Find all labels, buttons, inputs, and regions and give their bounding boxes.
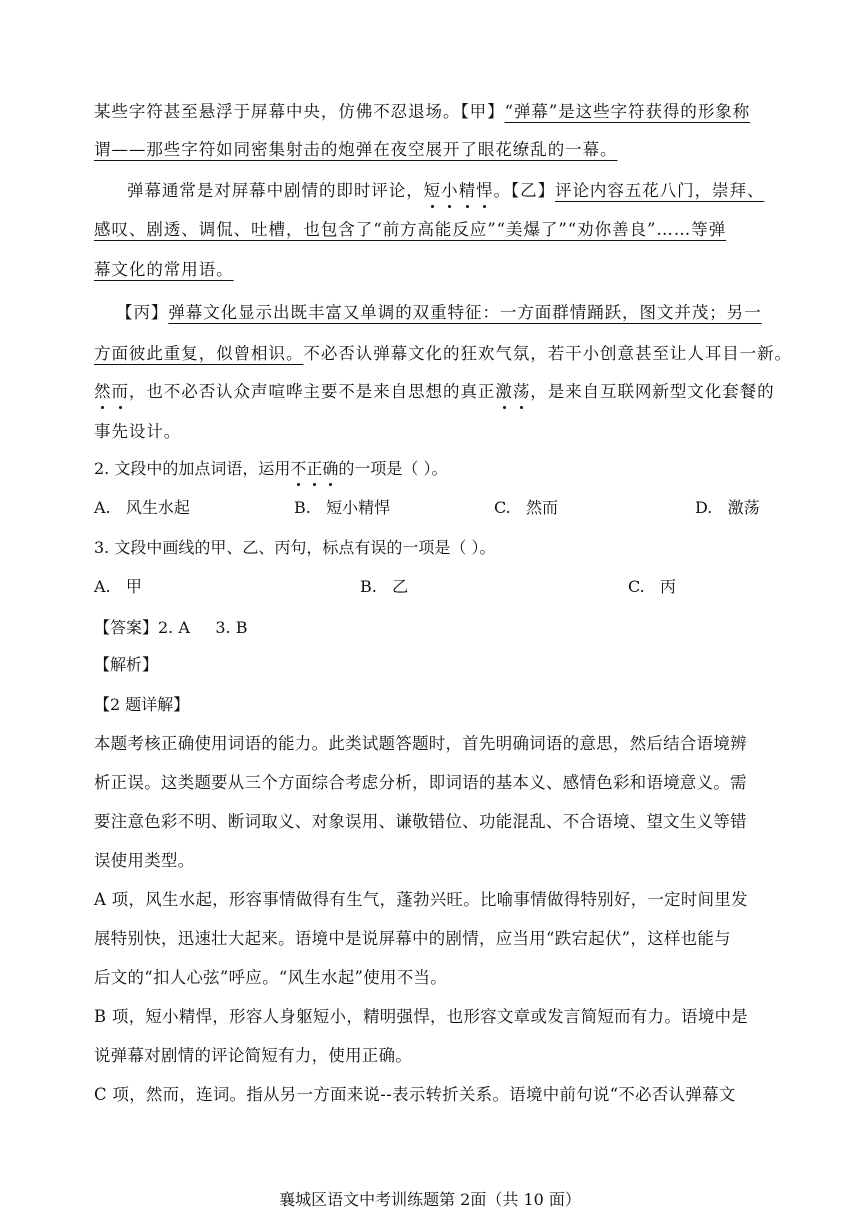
passage-line <box>94 346 792 363</box>
passage-text: 。【乙】 <box>493 181 556 200</box>
passage-line <box>116 305 762 322</box>
option-text: 甲 <box>125 577 142 596</box>
question-3-option-a <box>94 579 142 595</box>
option-letter: B. <box>360 577 377 596</box>
option-letter: C. <box>494 498 511 517</box>
option-text: 丙 <box>660 577 677 596</box>
passage-text: 不必否认弹幕文化的狂欢气氛，若干小创意甚至让人耳目一新。 <box>303 344 793 363</box>
passage-text: 【丙】 <box>116 303 169 322</box>
passage-text: 事先设计。 <box>94 422 182 441</box>
question-2-option-a <box>94 500 190 516</box>
option-text: 乙 <box>392 577 409 596</box>
option-text: 短小精悍 <box>326 498 391 517</box>
question-2-option-c <box>494 500 558 516</box>
passage-line <box>94 262 234 279</box>
underlined-sentence-bing: 方面彼此重复，似曾相识。 <box>94 344 304 363</box>
dotted-word-raner: 然而 <box>94 382 129 401</box>
option-letter: B. <box>294 498 311 517</box>
option-letter: C. <box>628 577 645 596</box>
passage-line <box>94 222 726 239</box>
option-letter: A. <box>94 577 111 596</box>
explanation-line: 析正误。这类题要从三个方面综合考虑分析，即词语的基本义、感情色彩和语境意义。需 <box>94 773 747 792</box>
explanation-line: B 项，短小精悍，形容人身躯短小，精明强悍，也形容文章或发言简短而有力。语境中是 <box>94 1007 749 1026</box>
dotted-word-bu-zhengque: 不正确 <box>290 459 339 478</box>
passage-line <box>94 142 618 159</box>
explanation-line: 本题考核正确使用词语的能力。此类试题答题时，首先明确词语的意思，然后结合语境辨 <box>94 734 747 753</box>
underlined-sentence-yi: 感叹、剧透、调侃、吐槽，也包含了“前方高能反应”“美爆了”“劝你善良”……等弹 <box>94 220 727 239</box>
question-text: 3. 文段中画线的甲、乙、丙句，标点有误的一项是（ ）。 <box>94 538 496 557</box>
dotted-word-duanxiao: 短小精悍 <box>423 181 494 200</box>
explanation-line: 说弹幕对剧情的评论简短有力，使用正确。 <box>94 1046 413 1065</box>
passage-line <box>94 384 775 401</box>
explanation-line: 误使用类型。 <box>94 851 195 870</box>
question-2-option-b <box>294 500 390 516</box>
passage-line <box>127 183 764 200</box>
option-text: 然而 <box>526 498 559 517</box>
question-2-stem <box>94 461 448 477</box>
underlined-sentence-jia: “弹幕”是这些字符获得的形象称 <box>504 102 751 121</box>
explanation-line: A 项，风生水起，形容事情做得有生气，蓬勃兴旺。比喻事情做得特别好，一定时间里发 <box>94 890 748 909</box>
passage-text: ，是来自互联网新型文化套餐的 <box>530 382 775 401</box>
analysis-heading: 【解析】 <box>94 655 159 674</box>
page-footer: 襄城区语文中考训练题第 2面（共 10 面） <box>279 1190 581 1209</box>
option-letter: D. <box>695 498 713 517</box>
passage-text: 弹幕通常是对屏幕中剧情的即时评论， <box>127 181 424 200</box>
explanation-line: 展特别快，迅速壮大起来。语境中是说屏幕中的剧情，应当用“跌宕起伏”，这样也能与 <box>94 929 731 948</box>
question-text: 2. 文段中的加点词语，运用 <box>94 459 291 478</box>
explanation-line: 后文的“扣人心弦”呼应。“风生水起”使用不当。 <box>94 968 447 987</box>
question-3-option-b <box>360 579 408 595</box>
passage-line <box>94 424 181 441</box>
option-text: 激荡 <box>727 498 760 517</box>
passage-text: ，也不必否认众声喧哗主要不是来自思想的真正 <box>128 382 496 401</box>
underlined-sentence-jia: 谓——那些字符如同密集射击的炮弹在夜空展开了眼花缭乱的一幕。 <box>94 140 618 159</box>
dotted-word-jidang: 激荡 <box>495 382 531 401</box>
question-3-stem <box>94 540 495 556</box>
passage-text: 某些字符甚至悬浮于屏幕中央，仿佛不忍退场。【甲】 <box>94 102 505 121</box>
underlined-sentence-yi: 幕文化的常用语。 <box>94 260 234 279</box>
option-text: 风生水起 <box>125 498 190 517</box>
option-letter: A. <box>94 498 111 517</box>
question-text: 的一项是（ ）。 <box>338 459 448 478</box>
question-3-option-c <box>628 579 676 595</box>
passage-line <box>94 104 750 121</box>
underlined-sentence-yi: 评论内容五花八门，崇拜、 <box>555 181 765 200</box>
question-2-option-d <box>695 500 760 516</box>
detail-heading: 【2 题详解】 <box>94 695 190 714</box>
answer-line: 【答案】2. A 3. B <box>94 618 248 637</box>
explanation-line: 要注意色彩不明、断词取义、对象误用、谦敬错位、功能混乱、不合语境、望文生义等错 <box>94 812 747 831</box>
explanation-line: C 项，然而，连词。指从另一方面来说--表示转折关系。语境中前句说“不必否认弹幕文 <box>94 1085 736 1104</box>
underlined-sentence-bing: 弹幕文化显示出既丰富又单调的双重特征：一方面群情踊跃，图文并茂；另一 <box>168 303 762 322</box>
